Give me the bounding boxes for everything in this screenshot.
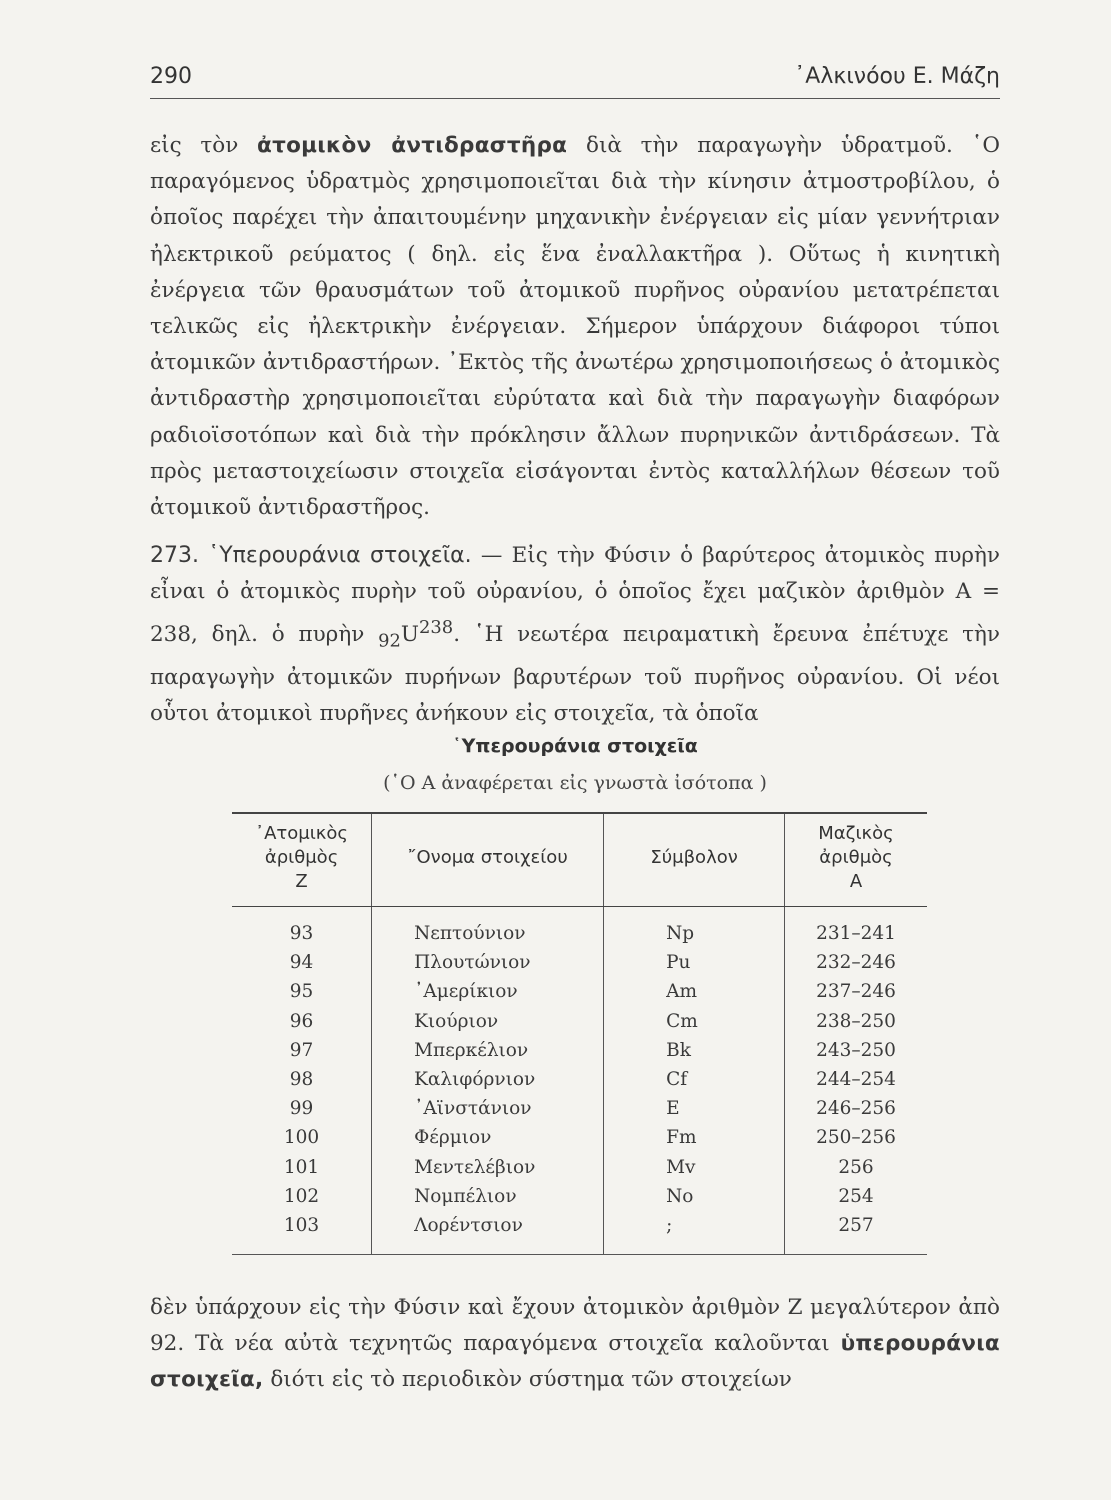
cell-symbol: No	[604, 1182, 785, 1211]
paragraph-transuranium	[150, 538, 1000, 732]
text-run: — Εἰς τὴν Φύσιν ὁ βαρύτερος ἀτομικὸς πυρὴν εἶναι ὁ ἀτομικὸς πυρὴν τοῦ οὐρανίου, ὁ ὁποῖος ἔχει μαζικὸν ἀριθμὸν Α = 238, δηλ. ὁ πυρὴν	[150, 543, 1000, 648]
section-number: 273.	[150, 543, 199, 568]
cell-element-name: Πλουτώνιον	[372, 948, 604, 977]
table-row	[232, 1182, 927, 1211]
paragraph-conclusion	[150, 1290, 1000, 1399]
cell-element-name: ᾿Αμερίκιον	[372, 977, 604, 1006]
cell-element-name: Καλιφόρνιον	[372, 1065, 604, 1094]
mass-number-superscript: 238	[419, 617, 454, 639]
text-run: εἰς τὸν	[150, 133, 239, 158]
table-header-row	[232, 813, 927, 907]
cell-symbol: Cm	[604, 1007, 785, 1036]
cell-atomic-number: 97	[289, 1039, 314, 1061]
header-mass-number	[785, 813, 927, 907]
table-row	[232, 907, 927, 949]
cell-symbol: Bk	[604, 1036, 785, 1065]
text-run: δὲν ὑπάρχουν εἰς τὴν Φύσιν καὶ ἔχουν ἀτομικὸν ἀριθμὸν Ζ μεγαλύτερον ἀπὸ 92. Τὰ νέα αὐτὰ τεχνητῶς παραγόμενα στοιχεῖα καλοῦνται	[150, 1295, 1000, 1357]
elements-table	[232, 812, 927, 1255]
table-row	[232, 1123, 927, 1152]
header-element-name	[372, 813, 604, 907]
header-symbol	[604, 813, 785, 907]
header-text: Z	[295, 871, 308, 892]
cell-mass-number: 243–250	[785, 1036, 927, 1065]
cell-mass-number: 238–250	[785, 1007, 927, 1036]
cell-mass-number: 246–256	[785, 1094, 927, 1123]
paragraph-reactor	[150, 128, 1000, 526]
cell-mass-number: 231–241	[785, 907, 927, 949]
header-text: ᾿Ατομικὸς	[255, 823, 348, 844]
running-head: ᾿Αλκινόου Ε. Μάζη	[794, 64, 1000, 89]
text-run: . ῾Η νεωτέρα πειραματικὴ ἔρευνα ἐπέτυχε τὴν παραγωγὴν ἀτομικῶν πυρήνων βαρυτέρων τοῦ πυρῆνος οὐρανίου. Οἱ νέοι οὗτοι ἀτομικοὶ πυρῆνες ἀνήκουν εἰς στοιχεῖα, τὰ ὁποῖα	[150, 622, 1000, 727]
cell-symbol: E	[604, 1094, 785, 1123]
cell-atomic-number: 93	[289, 923, 314, 944]
cell-atomic-number: 96	[289, 1010, 314, 1032]
cell-atomic-number: 101	[283, 1156, 320, 1178]
page-header	[150, 58, 1000, 99]
header-text: Μαζικὸς	[818, 823, 894, 844]
cell-symbol: Fm	[604, 1123, 785, 1152]
table-row	[232, 1065, 927, 1094]
atomic-number-subscript: 92	[378, 630, 401, 652]
cell-element-name: Μεντελέβιον	[372, 1153, 604, 1182]
cell-symbol: Pu	[604, 948, 785, 977]
cell-element-name: Νομπέλιον	[372, 1182, 604, 1211]
header-text: ἀριθμὸς	[264, 847, 339, 868]
cell-element-name: Λορέντσιον	[372, 1211, 604, 1255]
cell-symbol: Np	[604, 907, 785, 949]
cell-atomic-number: 94	[289, 952, 314, 974]
table-row	[232, 1094, 927, 1123]
cell-element-name: Κιούριον	[372, 1007, 604, 1036]
text-run: διότι εἰς τὸ περιοδικὸν σύστημα τῶν στοιχείων	[270, 1367, 792, 1393]
table-row	[232, 1036, 927, 1065]
cell-mass-number: 254	[785, 1182, 927, 1211]
cell-element-name: Μπερκέλιον	[372, 1036, 604, 1065]
cell-element-name: ᾿Αϊνστάνιον	[372, 1094, 604, 1123]
cell-element-name: Φέρμιον	[372, 1123, 604, 1152]
table-body	[232, 907, 927, 1255]
table-row	[232, 1153, 927, 1182]
cell-symbol: Cf	[604, 1065, 785, 1094]
text-run: διὰ τὴν παραγωγὴν ὑδρατμοῦ. ῾Ο παραγόμενος ὑδρατμὸς χρησιμοποιεῖται διὰ τὴν κίνησιν ἀτμοστροβίλου, ὁ ὁποῖος παρέχει τὴν ἀπαιτουμένην μηχανικὴν ἐνέργειαν εἰς μίαν γεννήτριαν ἠλεκτρικοῦ ρεύματος ( δηλ. εἰς ἕνα ἐναλλακτῆρα ). Οὕτως ἡ κινητικὴ ἐνέργεια τῶν θραυσμάτων τοῦ ἀτομικοῦ πυρῆνος οὐρανίου μετατρέπεται τελικῶς εἰς ἠλεκτρικὴν ἐνέργειαν. Σήμερον ὑπάρχουν διάφοροι τύποι ἀτομικῶν ἀντιδραστήρων. ᾿Εκτὸς τῆς ἀνωτέρω χρησιμοποιήσεως ὁ ἀτομικὸς ἀντιδραστὴρ χρησιμοποιεῖται εὐρύτατα καὶ διὰ τὴν παραγωγὴν διαφόρων ραδιοϊσοτόπων καὶ διὰ τὴν πρόκλησιν ἄλλων πυρηνικῶν ἀντιδράσεων. Τὰ πρὸς μεταστοιχείωσιν στοιχεῖα εἰσάγονται ἐντὸς καταλλήλων θέσεων τοῦ ἀτομικοῦ ἀντιδραστῆρος.	[150, 133, 1000, 521]
table-row	[232, 948, 927, 977]
page-number: 290	[150, 64, 192, 89]
cell-atomic-number: 95	[289, 981, 314, 1003]
cell-atomic-number: 98	[289, 1069, 314, 1091]
cell-mass-number: 256	[785, 1153, 927, 1182]
cell-mass-number: 237–246	[785, 977, 927, 1006]
element-symbol: U	[400, 622, 419, 648]
table-subtitle: (῾Ο Α ἀναφέρεται εἰς γνωστὰ ἰσότοπα )	[383, 772, 767, 794]
cell-atomic-number: 100	[283, 1127, 320, 1149]
cell-mass-number: 257	[785, 1211, 927, 1255]
cell-mass-number: 250–256	[785, 1123, 927, 1152]
table-title: ῾Υπερουράνια στοιχεῖα	[452, 735, 698, 757]
cell-atomic-number: 102	[283, 1185, 320, 1207]
cell-atomic-number: 99	[289, 1098, 314, 1120]
bold-term: ὑπερουράνια στοιχεῖα,	[150, 1331, 1000, 1393]
header-text: Σύμβολον	[650, 847, 738, 868]
cell-mass-number: 232–246	[785, 948, 927, 977]
cell-mass-number: 244–254	[785, 1065, 927, 1094]
cell-symbol: Mv	[604, 1153, 785, 1182]
header-text: ἀριθμὸς	[819, 847, 893, 868]
table-row	[232, 1211, 927, 1255]
header-atomic-number	[232, 813, 372, 907]
cell-symbol: Am	[604, 977, 785, 1006]
section-title: ῾Υπερουράνια στοιχεῖα.	[208, 543, 472, 568]
table-row	[232, 1007, 927, 1036]
header-text: ῎Ονομα στοιχείου	[407, 847, 568, 868]
bold-term: ἀτομικὸν ἀντιδραστῆρα	[257, 133, 568, 158]
header-text: Α	[849, 871, 863, 892]
table-row	[232, 977, 927, 1006]
cell-symbol: ;	[604, 1211, 785, 1255]
cell-element-name: Νεπτούνιον	[372, 907, 604, 949]
cell-atomic-number: 103	[283, 1215, 320, 1237]
